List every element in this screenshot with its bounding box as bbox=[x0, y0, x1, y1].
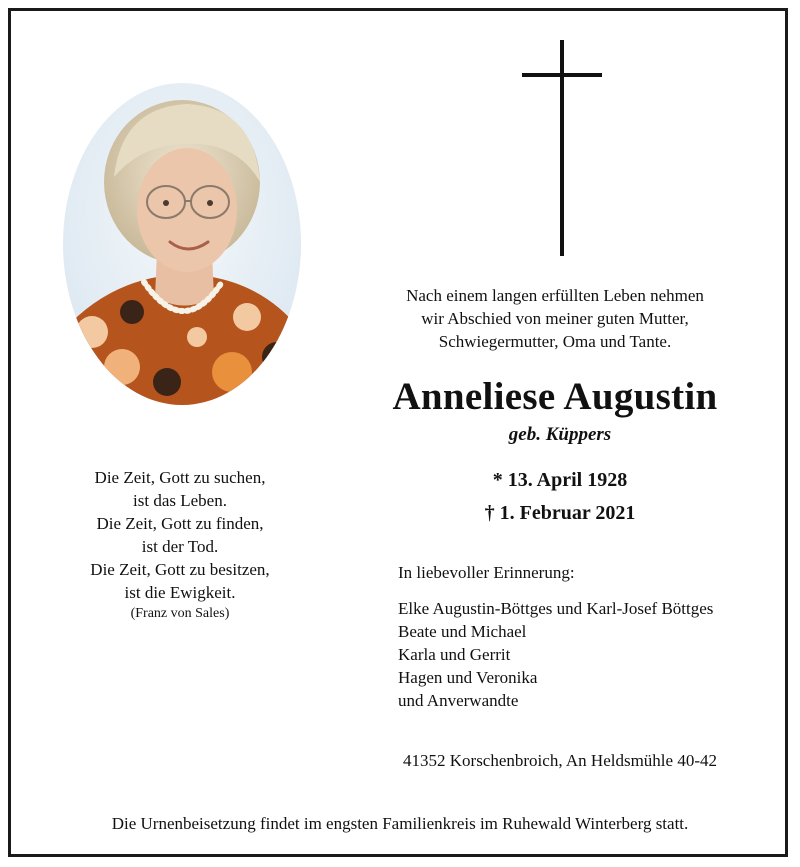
family-member: Elke Augustin-Böttges und Karl-Josef Böttges bbox=[398, 599, 714, 618]
intro-line: wir Abschied von meiner guten Mutter, bbox=[421, 309, 689, 328]
cross-icon bbox=[522, 40, 602, 256]
family-member: Hagen und Veronika bbox=[398, 668, 538, 687]
intro-text bbox=[350, 284, 760, 353]
address: 41352 Korschenbroich, An Heldsmühle 40-42 bbox=[403, 751, 717, 770]
family-member: Karla und Gerrit bbox=[398, 645, 511, 664]
poem-line: ist die Ewigkeit. bbox=[124, 583, 236, 602]
deceased-name: Anneliese Augustin bbox=[392, 375, 718, 418]
poem-line: Die Zeit, Gott zu besitzen, bbox=[90, 560, 270, 579]
poem-line: Die Zeit, Gott zu suchen, bbox=[94, 468, 266, 487]
burial-note: Die Urnenbeisetzung findet im engsten Familienkreis im Ruhewald Winterberg statt. bbox=[111, 814, 689, 833]
intro-line: Schwiegermutter, Oma und Tante. bbox=[438, 332, 672, 351]
birth-date: * 13. April 1928 bbox=[492, 469, 628, 491]
family-list bbox=[398, 597, 713, 712]
poem-line: ist der Tod. bbox=[141, 537, 219, 556]
family-member: und Anverwandte bbox=[398, 691, 519, 710]
death-date: † 1. Februar 2021 bbox=[484, 502, 636, 524]
maiden-name: geb. Küppers bbox=[508, 424, 612, 445]
poem-line: ist das Leben. bbox=[133, 491, 227, 510]
poem-author: (Franz von Sales) bbox=[130, 606, 230, 621]
portrait-photo bbox=[62, 82, 302, 406]
poem bbox=[40, 466, 320, 624]
intro-line: Nach einem langen erfüllten Leben nehmen bbox=[406, 286, 704, 305]
family-member: Beate und Michael bbox=[398, 622, 527, 641]
memory-label: In liebevoller Erinnerung: bbox=[398, 563, 575, 582]
poem-line: Die Zeit, Gott zu finden, bbox=[96, 514, 264, 533]
